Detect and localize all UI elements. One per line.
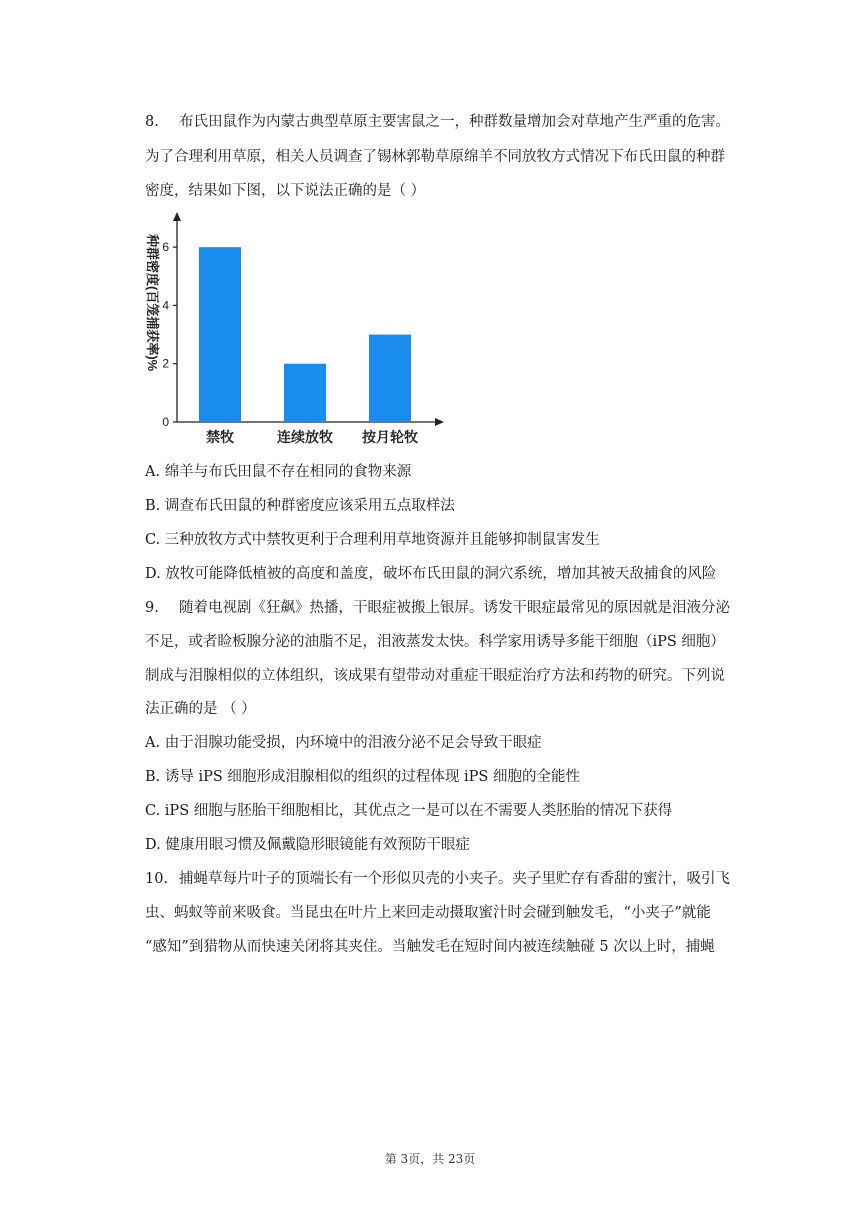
- y-axis-arrow: [173, 212, 181, 221]
- q9-number: 9.: [145, 600, 159, 616]
- q10-line-1: [145, 869, 730, 889]
- q10-number: 10.: [145, 871, 169, 887]
- x-category-label: 连续放牧: [277, 429, 333, 445]
- q10-stem-3: “感知”到猎物从而快速关闭将其夹住。当触发毛在短时间内被连续触碰 5 次以上时，捕蝇: [145, 939, 715, 955]
- x-axis-arrow: [435, 418, 444, 426]
- q10-stem-2: 虫、蚂蚁等前来吸食。当昆虫在叶片上来回走动摄取蜜汁时会碰到触发毛，“小夹子”就能: [145, 905, 711, 921]
- y-ticks: [162, 240, 177, 429]
- q8-option-b: B. 调查布氏田鼠的种群密度应该采用五点取样法: [145, 498, 455, 514]
- q8-stem-3: 密度，结果如下图，以下说法正确的是（ ）: [145, 183, 426, 199]
- q8-option-a: A. 绵羊与布氏田鼠不存在相同的食物来源: [145, 464, 412, 480]
- q8-stem-2: 为了合理利用草原，相关人员调查了锡林郭勒草原绵羊不同放牧方式情况下布氏田鼠的种群: [145, 149, 725, 165]
- q9-stem-4: 法正确的是 （ ）: [145, 701, 256, 717]
- q10-stem-1: 捕蝇草每片叶子的顶端长有一个形似贝壳的小夹子。夹子里贮存有香甜的蜜汁，吸引飞: [179, 871, 730, 887]
- q8-option-c: C. 三种放牧方式中禁牧更利于合理利用草地资源并且能够抑制鼠害发生: [145, 532, 600, 548]
- y-tick-label: 4: [162, 298, 169, 313]
- q9-option-c: C. iPS 细胞与胚胎干细胞相比，其优点之一是可以在不需要人类胚胎的情况下获得: [145, 803, 673, 819]
- q9-option-b: B. 诱导 iPS 细胞形成泪腺相似的组织的过程体现 iPS 细胞的全能性: [145, 769, 580, 785]
- q9-option-d: D. 健康用眼习惯及佩戴隐形眼镜能有效预防干眼症: [145, 837, 470, 853]
- x-category-label: 禁牧: [206, 429, 234, 445]
- y-tick-label: 0: [162, 415, 169, 429]
- bar-chart: [140, 206, 450, 451]
- q9-line-1: [145, 598, 730, 618]
- bar-1: [199, 247, 241, 422]
- bar-2: [284, 364, 326, 422]
- bar-3: [369, 335, 411, 422]
- y-tick-label: 6: [162, 240, 169, 255]
- q9-option-a: A. 由于泪腺功能受损，内环境中的泪液分泌不足会导致干眼症: [145, 735, 542, 751]
- page-footer: 第 3页，共 23页: [384, 1152, 476, 1166]
- q8-stem-1: 布氏田鼠作为内蒙古典型草原主要害鼠之一，种群数量增加会对草地产生严重的危害。: [179, 114, 730, 130]
- q9-stem-2: 不足，或者睑板腺分泌的油脂不足，泪液蒸发太快。科学家用诱导多能干细胞（iPS 细胞）: [145, 634, 725, 650]
- q9-stem-1: 随着电视剧《狂飙》热播，干眼症被搬上银屏。诱发干眼症最常见的原因就是泪液分泌: [179, 600, 730, 616]
- q8-line-1: [145, 112, 730, 132]
- y-axis-label: 种群密度(百笼捕获率)%: [145, 234, 160, 372]
- x-labels: [206, 429, 418, 445]
- x-category-label: 按月轮牧: [362, 429, 418, 445]
- q8-number: 8.: [145, 114, 159, 130]
- q9-stem-3: 制成与泪腺相似的立体组织，该成果有望带动对重症干眼症治疗方法和药物的研究。下列说: [145, 668, 725, 684]
- y-tick-label: 2: [162, 356, 169, 371]
- q8-option-d: D. 放牧可能降低植被的高度和盖度，破坏布氏田鼠的洞穴系统，增加其被天敌捕食的风险: [145, 566, 717, 582]
- bars: [199, 247, 411, 422]
